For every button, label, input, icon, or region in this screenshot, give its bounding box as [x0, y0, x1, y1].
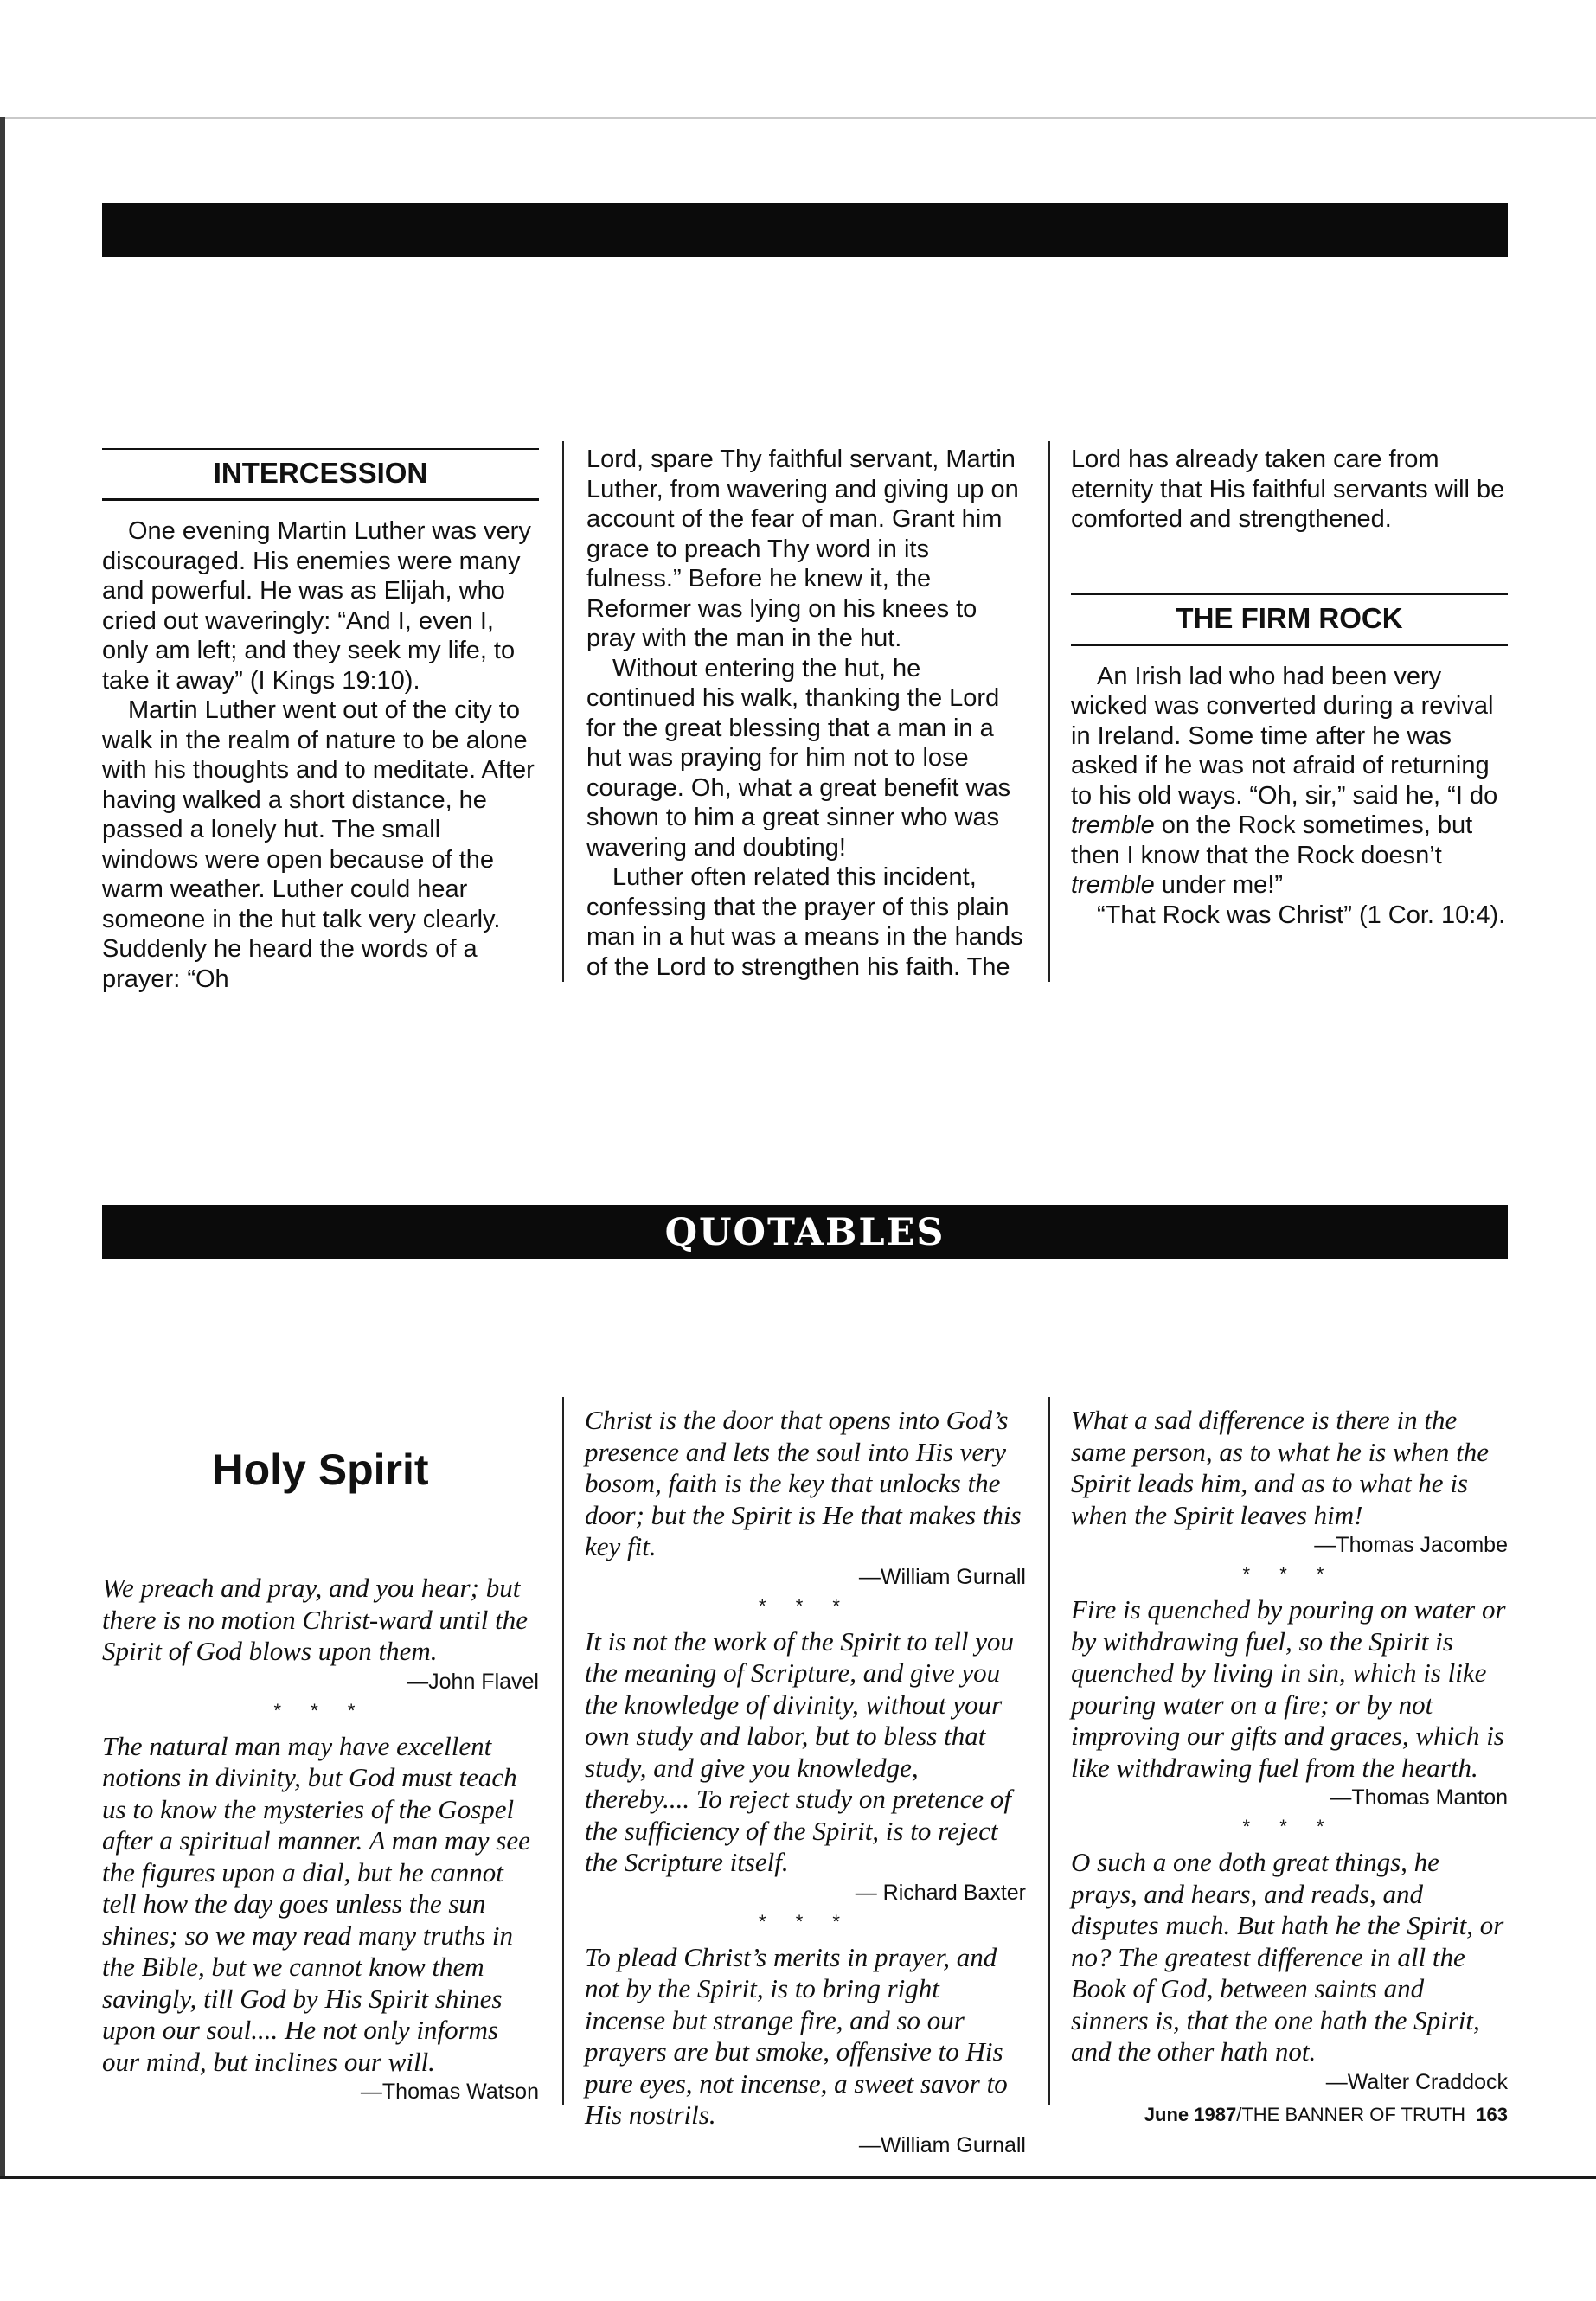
quote-author: —William Gurnall	[858, 1564, 1026, 1589]
quotables-column-1	[102, 1445, 539, 2105]
quote-author: — Richard Baxter	[855, 1880, 1026, 1905]
quote-author: —Thomas Watson	[360, 2080, 539, 2104]
intercession-heading: INTERCESSION	[102, 448, 539, 501]
footer-date: June 1987	[1144, 2104, 1237, 2125]
intercession-paragraph-1: One evening Martin Luther was very discouraged. His enemies were many and powerful. He was as Elijah, who cried out waveringly: “And I, even I, only am left; and they seek my life, to take it away” (I Kings 19:10).	[102, 517, 531, 695]
quote-author: —Thomas Manton	[1330, 1785, 1508, 1810]
quote-author: —William Gurnall	[858, 2132, 1026, 2157]
quote-text: We preach and pray, and you hear; but there is no motion Christ-ward until the Spirit of God blows upon them.	[102, 1573, 528, 1666]
intercession-paragraph-5: Luther often related this incident, confessing that the prayer of this plain man in a hut was a means in the hands of the Lord to strengthen his faith. The	[586, 863, 1023, 981]
quotables-column-2	[585, 1405, 1026, 2158]
intercession-paragraph-2: Martin Luther went out of the city to walk in the realm of nature to be alone with his thoughts and to meditate. After having walked a short distance, he passed a lonely hut. The small windows were open because of the warm weather. Luther could hear someone in the hut talk very clearly. Suddenly he heard the words of a prayer: “Oh	[102, 696, 535, 993]
intercession-text-1	[102, 516, 539, 994]
top-black-banner	[102, 203, 1508, 257]
quotables-column-3	[1071, 1405, 1508, 2095]
quote-text: O such a one doth great things, he prays, and hears, and reads, and disputes much. But hath he the Spirit, or no? The greatest difference in all the Book of God, between saints and sinners is, that the one hath the Spirit, and the other hath not.	[1071, 1847, 1504, 2067]
separator-stars: * * *	[1242, 1563, 1336, 1585]
holy-spirit-title: Holy Spirit	[212, 1445, 429, 1494]
column-rule-top-1	[562, 441, 564, 982]
separator-stars: * * *	[759, 1910, 852, 1932]
quotables-title: QUOTABLES	[664, 1210, 945, 1254]
quote-author: —Thomas Jacombe	[1314, 1533, 1508, 1557]
intercession-paragraph-3: Lord, spare Thy faithful servant, Martin Luther, from wavering and giving up on account of the fear of man. Grant him grace to preach Thy word in its fulness.” Before he knew it, the Reformer was lying on his knees to pray with the man in the hut.	[586, 445, 1019, 652]
quote-text: To plead Christ’s merits in prayer, and not by the Spirit, is to bring right incense but strange fire, and so our prayers are but smoke, offensive to His pure eyes, not incense, a sweet savor to His nostrils.	[585, 1941, 1008, 2130]
quote-text: What a sad difference is there in the same person, as to what he is when the Spirit leads him, and as to what he is when the Spirit leaves him!	[1071, 1405, 1490, 1530]
quote-author: —Walter Craddock	[1325, 2069, 1508, 2094]
separator-stars: * * *	[1242, 1816, 1336, 1837]
quote-text: Christ is the door that opens into God’s presence and lets the soul into His very bosom, faith is the key that unlocks the door; but the Spirit is He that makes this key fit.	[585, 1405, 1022, 1561]
footer-publication: THE BANNER OF TRUTH	[1241, 2104, 1466, 2125]
separator-stars: * * *	[273, 1699, 368, 1721]
intercession-column-3	[1071, 445, 1508, 930]
quote-text: Fire is quenched by pouring on water or by withdrawing fuel, so the Spirit is quenched by living in sin, which is like pouring water on a fire; or by not improving our gifts and graces, which is like withdrawing fuel from the hearth.	[1071, 1594, 1506, 1783]
intercession-column-2	[586, 445, 1028, 982]
column-rule-bottom-1	[562, 1397, 564, 2105]
column-rule-top-2	[1048, 441, 1050, 982]
quotables-banner	[102, 1205, 1508, 1259]
page-number: 163	[1476, 2104, 1508, 2125]
separator-stars: * * *	[759, 1594, 852, 1617]
footer-separator: /	[1236, 2104, 1242, 2125]
intercession-column-1	[102, 448, 539, 994]
intercession-paragraph-4: Without entering the hut, he continued his walk, thanking the Lord for the great blessing that a man in a hut was praying for him not to lose courage. Oh, what a great benefit was shown to him a great sinner who was wavering and doubting!	[586, 654, 1011, 862]
quote-author: —John Flavel	[407, 1669, 539, 1694]
page-edge-bottom	[0, 2176, 1596, 2179]
page-edge-top	[0, 117, 1596, 119]
firm-rock-heading: THE FIRM ROCK	[1071, 593, 1508, 646]
page-edge-left	[0, 117, 5, 2176]
page-footer	[995, 2104, 1508, 2126]
quote-text: It is not the work of the Spirit to tell you the meaning of Scripture, and give you the knowledge of divinity, without your own study and labor, but to bless that study, and give you knowledge, thereby.... To reject study on pretence of the sufficiency of the Spirit, is to reject the Scripture itself.	[585, 1625, 1014, 1877]
column-rule-bottom-2	[1048, 1397, 1050, 2105]
firm-rock-text	[1071, 662, 1508, 931]
quote-text: The natural man may have excellent notions in divinity, but God must teach us to know the mysteries of the Gospel after a spiritual manner. A man may see the figures upon a dial, but he cannot tell how the day goes unless the sun shines; so we may read many truths in the Bible, but we cannot know them savingly, till God by His Spirit shines upon our soul.... He not only informs our mind, but inclines our will.	[102, 1730, 530, 2077]
intercession-paragraph-6: Lord has already taken care from eternity that His faithful servants will be comforted and strengthened.	[1071, 445, 1505, 533]
firm-rock-paragraph-2: “That Rock was Christ” (1 Cor. 10:4).	[1097, 901, 1506, 929]
firm-rock-paragraph-1: An Irish lad who had been very wicked was converted during a revival in Ireland. Some time after he was asked if he was not afraid of returning to his old ways. “Oh, sir,” said he, “I do tremble on the Rock sometimes, but then I know that the Rock doesn’t tremble under me!”	[1071, 662, 1498, 899]
